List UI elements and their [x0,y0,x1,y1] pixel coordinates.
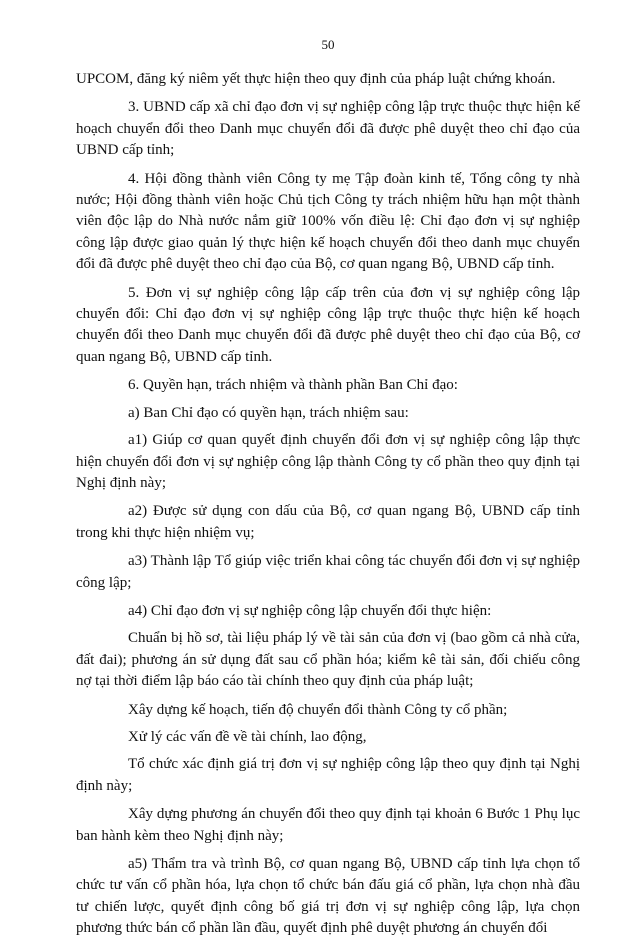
paragraph-item-a3: a3) Thành lập Tổ giúp việc triển khai công tác chuyển đổi đơn vị sự nghiệp công lập; [76,553,580,591]
paragraph-item-a2: a2) Được sử dụng con dấu của Bộ, cơ quan ngang Bộ, UBND cấp tỉnh trong khi thực hiện nhiệm vụ; [76,503,580,541]
paragraph-item-3: 3. UBND cấp xã chỉ đạo đơn vị sự nghiệp công lập trực thuộc thực hiện kế hoạch chuyển đổi theo Danh mục chuyển đổi đã được phê duyệt theo chỉ đạo của UBND cấp tỉnh; [76,99,580,159]
paragraph-item-6-heading: 6. Quyền hạn, trách nhiệm và thành phần Ban Chỉ đạo: [128,377,458,394]
paragraph-item-a: a) Ban Chỉ đạo có quyền hạn, trách nhiệm sau: [128,404,409,421]
paragraph-item-4: 4. Hội đồng thành viên Công ty mẹ Tập đoàn kinh tế, Tổng công ty nhà nước; Hội đồng thành viên hoặc Chủ tịch Công ty trách nhiệm hữu hạn một thành viên độc lập do Nhà nước nắm giữ 100% vốn điều lệ: Chỉ đạo đơn vị sự nghiệp công lập được giao quản lý thực hiện kế hoạch chuyển đổi theo danh mục chuyển đổi đã được phê duyệt theo chỉ đạo của Bộ, cơ quan ngang Bộ, UBND cấp tỉnh. [76,170,580,273]
page-number: 50 [321,37,335,52]
paragraph-item-5: 5. Đơn vị sự nghiệp công lập cấp trên của đơn vị sự nghiệp công lập chuyển đổi: Chỉ đạo đơn vị sự nghiệp công lập trực thuộc thực hiện kế hoạch chuyển đổi theo Danh mục chuyển đổi đã được phê duyệt theo chỉ đạo của Bộ, cơ quan ngang Bộ, UBND cấp tỉnh. [76,284,580,365]
paragraph-a4-finance: Xử lý các vấn đề về tài chính, lao động, [128,728,367,745]
paragraph-item-a5: a5) Thẩm tra và trình Bộ, cơ quan ngang Bộ, UBND cấp tỉnh lựa chọn tổ chức tư vấn cổ phần hóa, lựa chọn tổ chức bán đấu giá cổ phần, lựa chọn nhà đầu tư chiến lược, quyết định công bố giá trị đơn vị sự nghiệp công lập, lựa chọn phương thức bán cổ phần lần đầu, quyết định phê duyệt phương án chuyển đổi [76,856,580,937]
paragraph-upcom-listing: UPCOM, đăng ký niêm yết thực hiện theo quy định của pháp luật chứng khoán. [76,71,556,87]
paragraph-a4-conversion-plan: Xây dựng phương án chuyển đổi theo quy định tại khoản 6 Bước 1 Phụ lục ban hành kèm theo Nghị định này; [76,806,580,844]
paragraph-a4-plan: Xây dựng kế hoạch, tiến độ chuyển đổi thành Công ty cổ phần; [128,701,508,718]
paragraph-a4-documents: Chuẩn bị hồ sơ, tài liệu pháp lý về tài sản của đơn vị (bao gồm cả nhà cửa, đất đai); phương án sử dụng đất sau cổ phần hóa; kiểm kê tài sản, đối chiếu công nợ tại thời điểm lập báo cáo tài chính theo quy định của pháp luật; [76,630,580,690]
paragraph-a4-valuation: Tổ chức xác định giá trị đơn vị sự nghiệp công lập theo quy định tại Nghị định này; [76,756,580,794]
paragraph-item-a1: a1) Giúp cơ quan quyết định chuyển đổi đơn vị sự nghiệp công lập thực hiện chuyển đổi đơn vị sự nghiệp công lập thành Công ty cổ phần theo quy định tại Nghị định này; [76,432,580,491]
paragraph-item-a4: a4) Chỉ đạo đơn vị sự nghiệp công lập chuyển đổi thực hiện: [128,602,492,619]
